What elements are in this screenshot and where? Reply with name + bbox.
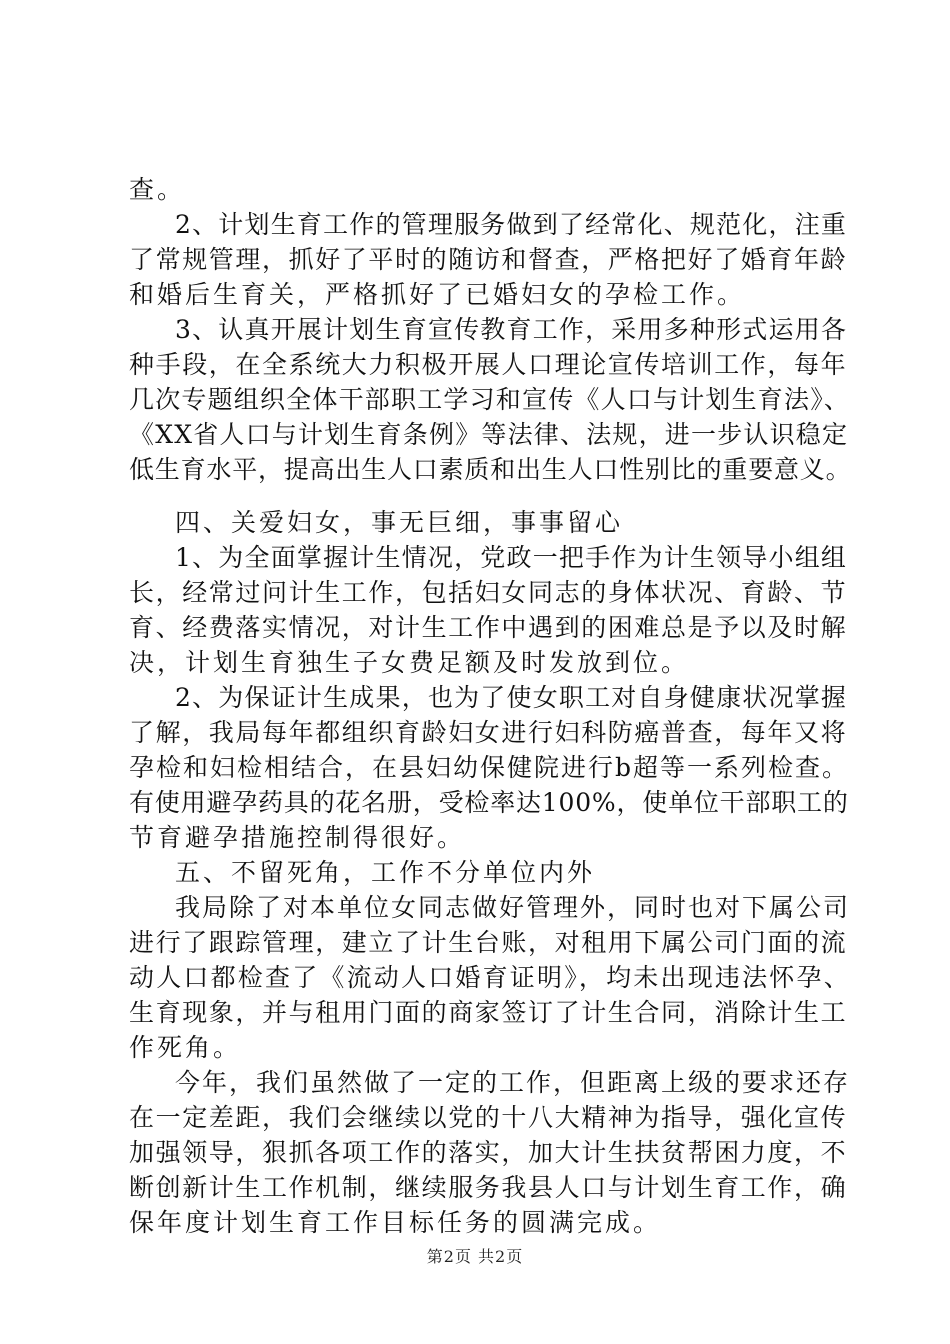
- paragraph-first-line: 今年，我们虽然做了一定的工作，但距离上级的要求还存: [175, 1068, 851, 1097]
- paragraph-line: 加强领导，狠抓各项工作的落实，加大计生扶贫帮困力度，不: [129, 1138, 848, 1167]
- paragraph-first-line: 2、为保证计生成果，也为了使女职工对自身健康状况掌握: [175, 683, 848, 712]
- paragraph-line: 在一定差距，我们会继续以党的十八大精神为指导，强化宣传: [129, 1103, 848, 1132]
- paragraph-first-line: 1、为全面掌握计生情况，党政一把手作为计生领导小组组: [175, 543, 848, 572]
- paragraph-line: 育、经费落实情况，对计生工作中遇到的困难总是予以及时解: [129, 613, 848, 642]
- paragraph-first-line: 四、关爱妇女，事无巨细，事事留心: [175, 508, 624, 537]
- paragraph-line: 低生育水平，提高出生人口素质和出生人口性别比的重要意义。: [129, 455, 852, 484]
- paragraph-line: 进行了跟踪管理，建立了计生台账，对租用下属公司门面的流: [129, 928, 848, 957]
- paragraph-line: 有使用避孕药具的花名册，受检率达100%，使单位干部职工的: [129, 788, 849, 817]
- paragraph-line: 决，计划生育独生子女费足额及时发放到位。: [129, 648, 690, 677]
- paragraph-line: 了常规管理，抓好了平时的随访和督查，严格把好了婚育年龄: [129, 245, 848, 274]
- paragraph-line: 长，经常过问计生工作，包括妇女同志的身体状况、育龄、节: [129, 578, 848, 607]
- paragraph-line: 了解，我局每年都组织育龄妇女进行妇科防癌普查，每年又将: [129, 718, 848, 747]
- paragraph-first-line: 五、不留死角，工作不分单位内外: [175, 858, 596, 887]
- paragraph-line: 查。: [129, 175, 186, 204]
- page-footer: 第2页 共2页: [426, 1247, 524, 1266]
- paragraph-first-line: 2、计划生育工作的管理服务做到了经常化、规范化，注重: [175, 210, 848, 239]
- paragraph-line: 和婚后生育关，严格抓好了已婚妇女的孕检工作。: [129, 280, 746, 309]
- document-body: [129, 172, 852, 1240]
- paragraph-first-line: 3、认真开展计划生育宣传教育工作，采用多种形式运用各: [175, 315, 848, 344]
- paragraph-line: 断创新计生工作机制，继续服务我县人口与计划生育工作，确: [129, 1173, 848, 1202]
- paragraph-line: 作死角。: [129, 1033, 242, 1062]
- paragraph-line: 几次专题组织全体干部职工学习和宣传《人口与计划生育法》、: [129, 385, 851, 414]
- paragraph-line: 节育避孕措施控制得很好。: [129, 823, 466, 852]
- paragraph-line: 《XX省人口与计划生育条例》等法律、法规，进一步认识稳定: [129, 420, 849, 449]
- paragraph-line: 生育现象，并与租用门面的商家签订了计生合同，消除计生工: [129, 998, 848, 1027]
- paragraph-line: 保年度计划生育工作目标任务的圆满完成。: [129, 1208, 662, 1237]
- paragraph-first-line: 我局除了对本单位女同志做好管理外，同时也对下属公司: [175, 893, 851, 922]
- paragraph-line: 孕检和妇检相结合，在县妇幼保健院进行b超等一系列检查。: [129, 753, 850, 782]
- paragraph-line: 动人口都检查了《流动人口婚育证明》，均未出现违法怀孕、: [129, 963, 851, 992]
- paragraph-line: 种手段，在全系统大力积极开展人口理论宣传培训工作，每年: [129, 350, 848, 379]
